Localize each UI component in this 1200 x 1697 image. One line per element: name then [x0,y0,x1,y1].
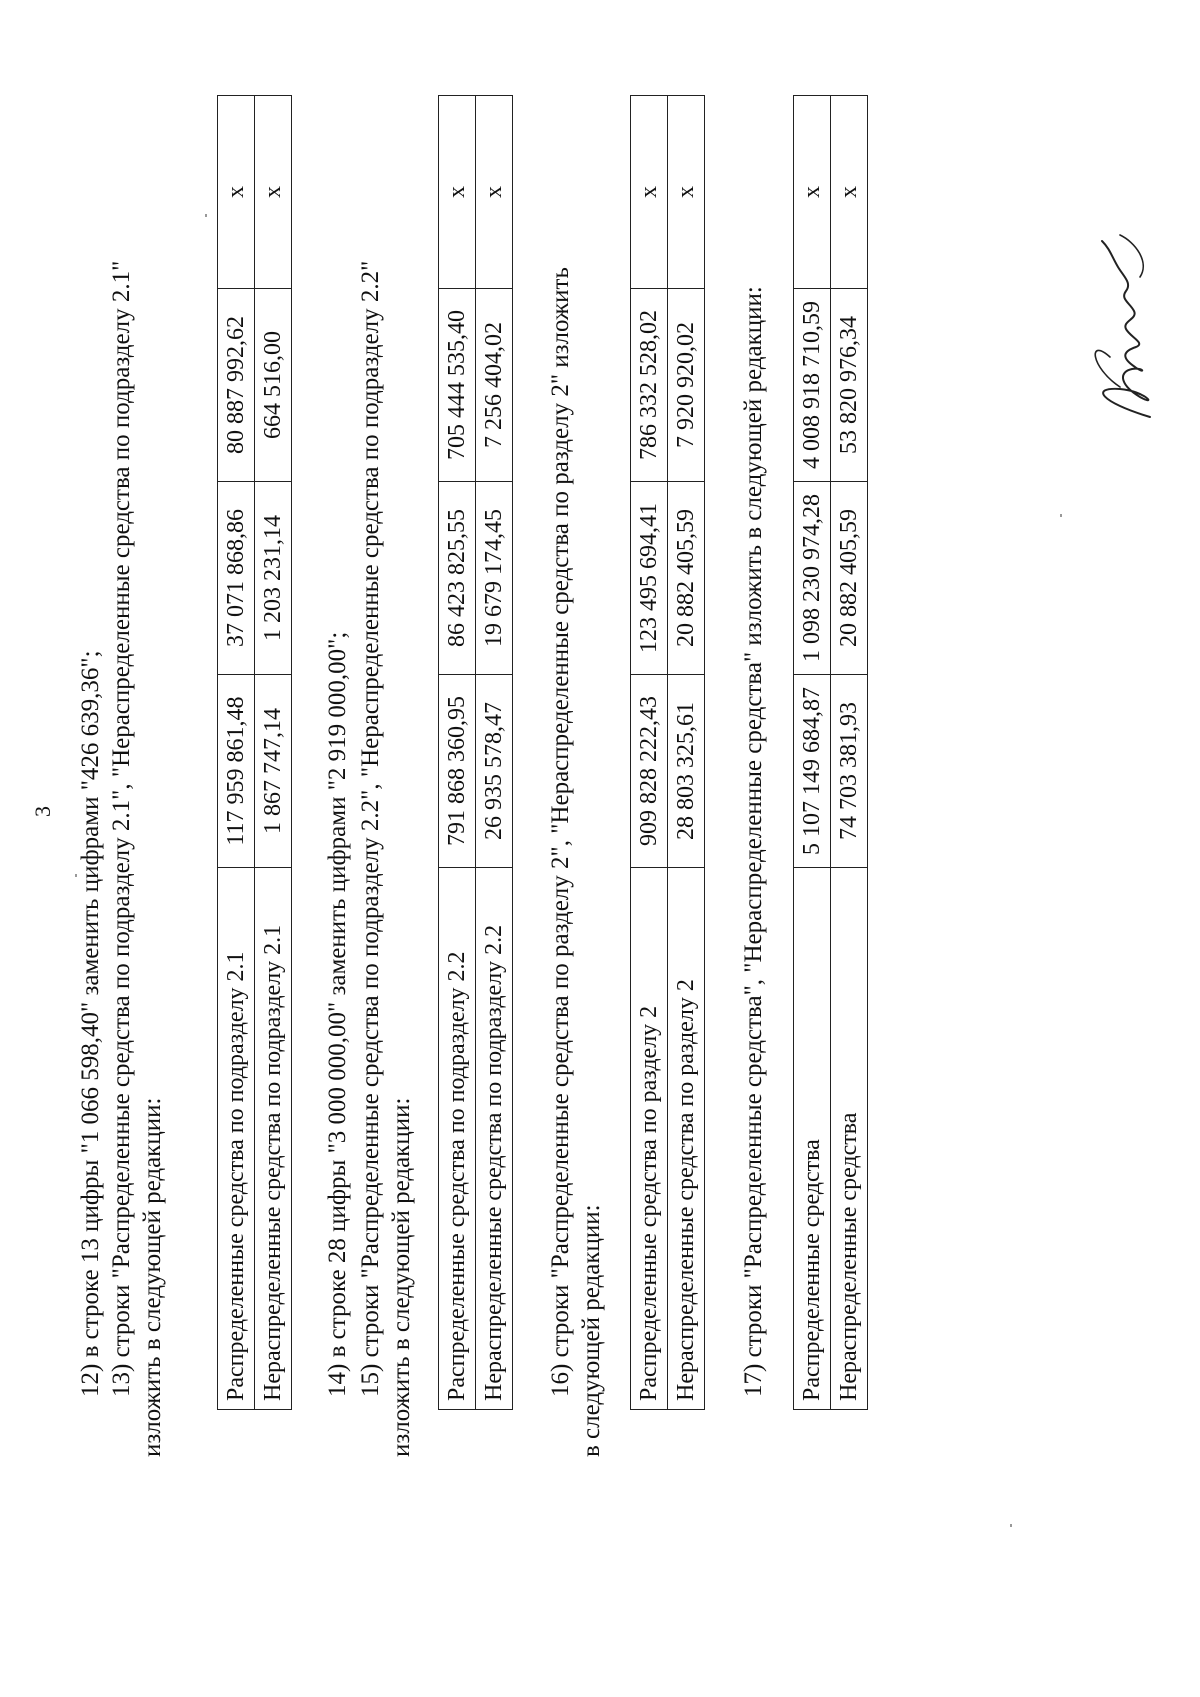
paragraph-line: 13) строки "Распределенные средства по подразделу 2.1", "Нераспределенные средства по подразделу 2.1" [108,260,135,1397]
cell-value: 664 516,00 [255,289,292,482]
signature-scribble [1080,227,1170,427]
cell-value: x [218,96,255,289]
paragraph-line: изложить в следующей редакции: [388,1097,416,1457]
row-label: Распределенные средства по подразделу 2.1 [218,868,255,1410]
cell-value: x [439,96,476,289]
cell-value: x [631,96,668,289]
cell-value: 909 828 222,43 [631,675,668,868]
cell-value: 791 868 360,95 [439,675,476,868]
cell-value: 123 495 694,41 [631,482,668,675]
cell-value: 4 008 918 710,59 [794,289,831,482]
cell-value: 53 820 976,34 [831,289,868,482]
paragraph-item-13 [106,57,169,1457]
cell-value: 5 107 149 684,87 [794,675,831,868]
cell-value: x [794,96,831,289]
table-total [793,95,868,1410]
cell-value: 1 203 231,14 [255,482,292,675]
table-row [218,96,255,1410]
cell-value: 705 444 535,40 [439,289,476,482]
scan-speck [205,214,207,217]
cell-value: 74 703 381,93 [831,675,868,868]
scan-speck [1060,514,1062,517]
row-label: Нераспределенные средства по разделу 2 [668,868,705,1410]
paragraph-line: 14) в строке 28 цифры "3 000 000,00" заменить цифрами "2 919 000,00"; [324,631,351,1397]
table-row [255,96,292,1410]
table-subsection-2-2 [438,95,513,1410]
paragraph-line: 16) строки "Распределенные средства по разделу 2", "Нераспределенные средства по разделу 2" изложить [547,267,574,1397]
page-number: 3 [30,806,55,817]
table-row [794,96,831,1410]
paragraph-item-16 [545,57,608,1457]
cell-value: 19 679 174,45 [476,482,513,675]
table-section-2 [630,95,705,1410]
cell-value: 117 959 861,48 [218,675,255,868]
scan-speck [75,874,77,877]
table-row [439,96,476,1410]
paragraph-item-17 [738,57,769,1457]
table-row [476,96,513,1410]
cell-value: 26 935 578,47 [476,675,513,868]
cell-value: 7 920 920,02 [668,289,705,482]
cell-value: x [668,96,705,289]
handwritten-signature [1080,227,1175,427]
row-label: Распределенные средства по подразделу 2.2 [439,868,476,1410]
paragraph-item-15 [355,57,418,1457]
cell-value: x [831,96,868,289]
cell-value: 7 256 404,02 [476,289,513,482]
cell-value: 786 332 528,02 [631,289,668,482]
paragraph-item-12 [75,57,106,1457]
cell-value: 37 071 868,86 [218,482,255,675]
row-label: Распределенные средства по разделу 2 [631,868,668,1410]
cell-value: 1 098 230 974,28 [794,482,831,675]
cell-value: 20 882 405,59 [668,482,705,675]
table-row [668,96,705,1410]
paragraph-item-14 [322,57,353,1457]
cell-value: 20 882 405,59 [831,482,868,675]
table-row [631,96,668,1410]
cell-value: 86 423 825,55 [439,482,476,675]
row-label: Распределенные средства [794,868,831,1410]
table-subsection-2-1 [217,95,292,1410]
row-label: Нераспределенные средства [831,868,868,1410]
cell-value: x [255,96,292,289]
scan-speck [1010,1524,1012,1527]
cell-value: x [476,96,513,289]
row-label: Нераспределенные средства по подразделу 2.2 [476,868,513,1410]
row-label: Нераспределенные средства по подразделу 2.1 [255,868,292,1410]
paragraph-line: в следующей редакции: [578,1204,606,1457]
paragraph-line: 15) строки "Распределенные средства по подразделу 2.2", "Нераспределенные средства по подразделу 2.2" [357,260,384,1397]
table-row [831,96,868,1410]
cell-value: 28 803 325,61 [668,675,705,868]
paragraph-line: изложить в следующей редакции: [139,1097,167,1457]
paragraph-line: 12) в строке 13 цифры "1 066 598,40" заменить цифрами "426 639,36"; [77,650,104,1397]
paragraph-line: 17) строки "Распределенные средства", "Нераспределенные средства" изложить в следующей редакции: [740,286,767,1397]
cell-value: 80 887 992,62 [218,289,255,482]
cell-value: 1 867 747,14 [255,675,292,868]
